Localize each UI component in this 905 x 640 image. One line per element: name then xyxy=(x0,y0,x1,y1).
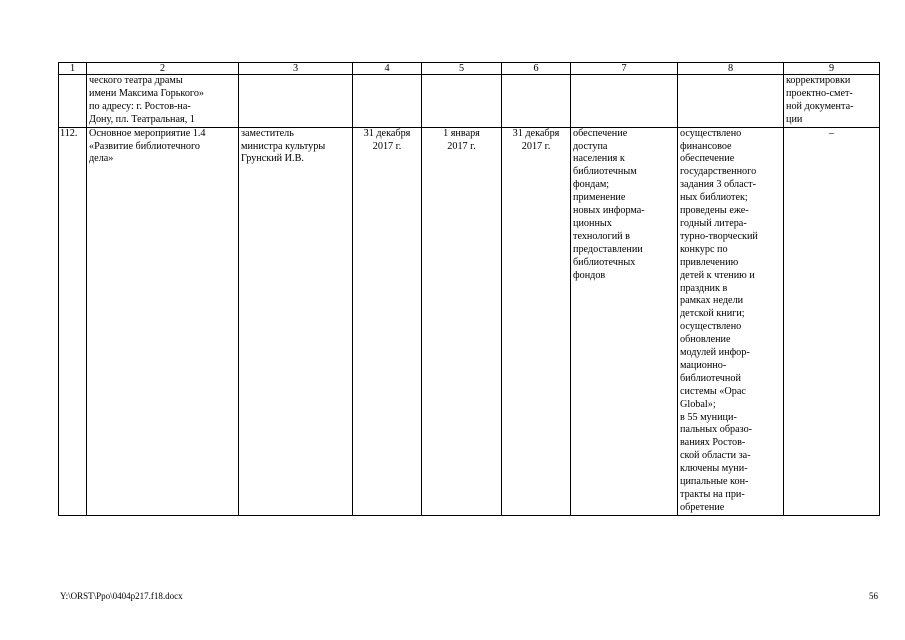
text-line: праздник в xyxy=(680,282,728,294)
responsible-cell xyxy=(239,127,353,515)
text-line: по адресу: г. Ростов-на- xyxy=(89,100,191,112)
text-line: проектно-смет- xyxy=(786,87,853,99)
text-line: ческого театра драмы xyxy=(89,75,183,86)
text-line: фондов xyxy=(573,269,606,281)
table-cell xyxy=(571,75,678,128)
notes-cell: – xyxy=(784,127,880,515)
header-cell: 9 xyxy=(784,63,880,75)
table-cell xyxy=(502,75,571,128)
text-line: ционных xyxy=(573,217,612,229)
end-date-cell xyxy=(502,127,571,515)
text-line: обновление xyxy=(680,334,731,346)
text-line: системы «Opac xyxy=(680,385,746,397)
text-line: обретение xyxy=(680,501,725,513)
text-line: технологий в xyxy=(573,230,630,242)
text-line: ных библиотек; xyxy=(680,192,748,204)
text-line: осуществлено xyxy=(680,127,742,139)
text-line: 31 декабря xyxy=(512,127,560,139)
header-cell: 1 xyxy=(59,63,87,75)
header-cell: 6 xyxy=(502,63,571,75)
activity-name-cell xyxy=(87,127,239,515)
text-line: в 55 муници- xyxy=(680,411,737,423)
header-cell: 8 xyxy=(678,63,784,75)
text-line: предоставлении xyxy=(573,243,643,255)
text-line: рамках недели xyxy=(680,295,744,307)
text-line: турно-творческий xyxy=(680,230,758,242)
text-line: Грунский И.В. xyxy=(241,153,304,165)
text-line: ской области за- xyxy=(680,450,751,462)
planned-results-cell xyxy=(571,127,678,515)
text-line: государственного xyxy=(680,166,757,178)
text-line: годный литера- xyxy=(680,217,747,229)
text-line: ции xyxy=(786,113,803,125)
text-line: новых информа- xyxy=(573,205,645,217)
file-path: Y:\ORST\Ppo\0404p217.f18.docx xyxy=(60,591,183,601)
header-cell: 5 xyxy=(422,63,502,75)
table-cell xyxy=(784,75,880,128)
text-line: дела» xyxy=(89,153,114,165)
text-line: ключены муни- xyxy=(680,463,748,475)
table-cell xyxy=(422,75,502,128)
table-cell xyxy=(678,75,784,128)
text-line: имени Максима Горького» xyxy=(89,87,205,99)
text-line: задания 3 област- xyxy=(680,179,757,191)
actual-results-cell xyxy=(678,127,784,515)
text-line: Дону, пл. Театральная, 1 xyxy=(89,113,195,125)
start-date-cell xyxy=(422,127,502,515)
text-line: обеспечение xyxy=(680,153,735,165)
text-line: фондам; xyxy=(573,179,610,191)
text-line: «Развитие библиотечного xyxy=(89,140,201,152)
text-line: ваниях Ростов- xyxy=(680,437,746,449)
text-line: Global»; xyxy=(680,398,716,410)
page-number: 56 xyxy=(869,591,878,601)
text-line: проведены еже- xyxy=(680,205,749,217)
planned-date-cell xyxy=(353,127,422,515)
text-line: 2017 г. xyxy=(372,140,402,152)
text-line: конкурс по xyxy=(680,243,728,255)
text-line: 1 января xyxy=(443,127,480,139)
text-line: детской книги; xyxy=(680,308,745,320)
header-cell: 4 xyxy=(353,63,422,75)
table-row-continuation xyxy=(59,75,880,128)
text-line: ципальные кон- xyxy=(680,476,749,488)
text-line: 2017 г. xyxy=(521,140,551,152)
text-line: тракты на при- xyxy=(680,489,745,500)
row-number-cell: 112. xyxy=(59,127,87,515)
text-line: заместитель xyxy=(241,127,294,139)
column-number-row xyxy=(59,63,880,75)
table-cell xyxy=(87,75,239,128)
table-cell xyxy=(239,75,353,128)
text-line: 31 декабря xyxy=(363,127,411,139)
header-cell: 2 xyxy=(87,63,239,75)
text-line: модулей инфор- xyxy=(680,347,750,359)
text-line: применение xyxy=(573,192,626,204)
header-cell: 7 xyxy=(571,63,678,75)
text-line: 2017 г. xyxy=(447,140,476,152)
document-table xyxy=(58,62,880,516)
text-line: привлечению xyxy=(680,256,739,268)
text-line: доступа xyxy=(573,140,608,152)
table-cell xyxy=(59,75,87,128)
text-line: библиотечной xyxy=(680,372,741,384)
table-row-112 xyxy=(59,127,880,515)
text-line: финансовое xyxy=(680,140,732,152)
text-line: обеспечение xyxy=(573,127,628,139)
text-line: населения к xyxy=(573,153,625,165)
text-line: пальных образо- xyxy=(680,424,753,436)
text-line: ной документа- xyxy=(786,100,854,112)
text-line: библиотечных xyxy=(573,256,636,268)
text-line: осуществлено xyxy=(680,321,742,333)
text-line: детей к чтению и xyxy=(680,269,755,281)
text-line: министра культуры xyxy=(241,140,326,152)
text-line: мационно- xyxy=(680,359,727,371)
text-line: Основное мероприятие 1.4 xyxy=(89,127,206,139)
header-cell: 3 xyxy=(239,63,353,75)
text-line: библиотечным xyxy=(573,166,637,178)
text-line: корректировки xyxy=(786,75,851,86)
table-cell xyxy=(353,75,422,128)
